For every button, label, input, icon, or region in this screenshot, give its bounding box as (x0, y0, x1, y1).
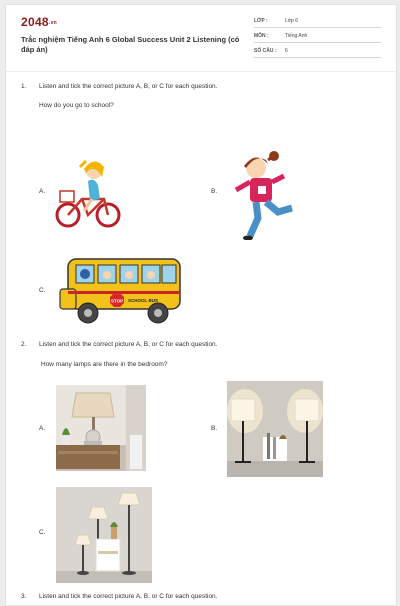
logo-suffix: .vn (48, 19, 58, 26)
question-1-prompt: How do you go to school? (39, 102, 114, 109)
bus-school-sign: SCHOOL BUS (128, 298, 158, 303)
question-1-option-b-label[interactable]: B. (211, 188, 218, 195)
question-3-instruction: Listen and tick the correct picture A, B, or C for each question. (39, 593, 218, 600)
logo-text: 2048 (21, 15, 49, 29)
question-2-prompt: How many lamps are there in the bedroom? (41, 361, 168, 368)
meta-value: Lớp 6 (285, 18, 299, 24)
two-lamps-image[interactable] (227, 381, 323, 477)
school-bus-image[interactable] (58, 255, 184, 327)
meta-value: Tiếng Anh (285, 33, 308, 39)
question-1-number: 1. (21, 83, 27, 90)
meta-value: 6 (285, 48, 288, 54)
bus-stop-sign: STOP (110, 298, 124, 304)
running-girl-image[interactable] (228, 148, 298, 240)
floor-lamps-image[interactable] (56, 487, 152, 583)
meta-row-class (254, 15, 381, 28)
question-1-option-c-label[interactable]: C. (39, 287, 46, 294)
site-logo[interactable] (21, 15, 57, 29)
document-title: Trắc nghiệm Tiếng Anh 6 Global Success Unit 2 Listening (có đáp án) (21, 35, 240, 54)
document-page (5, 4, 397, 606)
header-divider (6, 71, 396, 72)
bicycle-girl-image[interactable] (54, 155, 122, 230)
meta-key: LỚP : (254, 18, 268, 24)
question-1-option-a-label[interactable]: A. (39, 188, 46, 195)
meta-key: SỐ CÂU : (254, 48, 277, 54)
question-2-option-b-label[interactable]: B. (211, 425, 218, 432)
question-3-number: 3. (21, 593, 27, 600)
meta-key: MÔN : (254, 33, 269, 39)
question-2-number: 2. (21, 341, 27, 348)
question-2-instruction: Listen and tick the correct picture A, B, or C for each question. (39, 341, 218, 348)
question-2-option-c-label[interactable]: C. (39, 529, 46, 536)
single-lamp-image[interactable] (56, 385, 146, 471)
meta-row-subject (254, 30, 381, 43)
meta-row-count (254, 45, 381, 58)
document-header (6, 5, 396, 67)
question-1-instruction: Listen and tick the correct picture A, B, or C for each question. (39, 83, 218, 90)
question-2-option-a-label[interactable]: A. (39, 425, 46, 432)
